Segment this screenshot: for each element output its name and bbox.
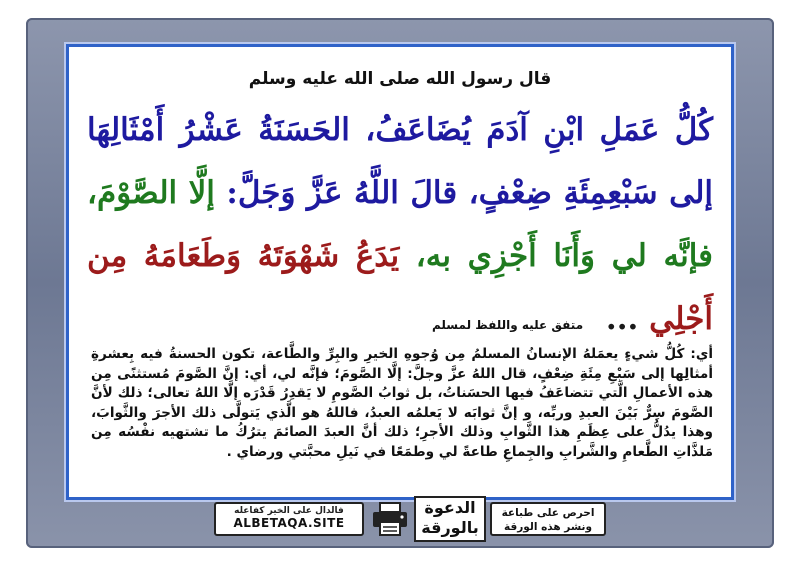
website-box bbox=[214, 502, 364, 536]
logo-line-1: الدعوة bbox=[424, 498, 476, 517]
logo bbox=[414, 496, 486, 542]
hadith-text bbox=[87, 99, 713, 357]
explanation-paragraph: أي: كُلُّ شيءٍ يعمَلهُ الإنسانُ المسلمُ مِن وُجوهِ الخيرِ والبِرِّ والطَّاعة، تكون الحسنةُ فيه بِعشرةِ أمثالِها إلى سَبْعِ مِئَةِ ضِعْفٍ، قال اللهُ عزَّ وجلَّ: إلَّا الصَّومَ؛ فإنَّه لي، أي: إنَّ الصَّومَ مُستثنًى مِن هذه الأعمالِ الَّتي تتضاعَفُ فيها الحسَناتُ، بل ثوابُ الصَّومِ لا يَقدِرُ قَدْرَه إلَّا اللهُ تعالى؛ ذلك لأنَّ الصَّومَ سِرٌّ بَيْنَ العبدِ وربِّه، و إنَّ ثوابَه لا يَعلمُه العبدُ، فاللهُ هو الَّذي يَتولَّى ذلك الأجرَ والثَّوابَ، وهذا يدُلُّ على عِظَمِ هذا الثَّوابِ وذلك الأجرِ؛ ذلك أنَّ العبدَ الصائمَ يترُكُ ما تشتهيه نفْسُه مِن مَلذَّاتِ الطَّعامِ والشَّرابِ والجِماعِ طاعةً لي وطمَعًا في نَيلِ محبَّتي ورضاي . bbox=[91, 346, 713, 460]
footer-bar bbox=[214, 496, 606, 542]
hadith-source: متفق عليه واللفظ لمسلم bbox=[432, 318, 584, 332]
hadith-card bbox=[66, 44, 734, 500]
print-note-line-1: احرص على طباعة bbox=[501, 507, 595, 519]
page-title: قال رسول الله صلى الله عليه وسلم bbox=[248, 69, 552, 89]
hadith-part-2: إلَّا الصَّوْمَ، فإنَّه لي وَأَنَا أَجْزِي به، bbox=[87, 175, 713, 274]
website-link[interactable]: ALBETAQA.SITE bbox=[233, 516, 345, 530]
hadith-ellipsis: ... bbox=[605, 301, 639, 337]
printer-icon bbox=[370, 500, 410, 538]
hadith-part-1: كُلُّ عَمَلِ ابْنِ آدَمَ يُضَاعَفُ، الحَسَنَةُ عَشْرُ أَمْثَالِهَا إلى سَبْعِمِئَةِ ضِعْفٍ، قالَ اللَّهُ عَزَّ وَجَلَّ: bbox=[87, 112, 713, 211]
logo-line-2: بالورقة bbox=[421, 518, 479, 537]
print-note-line-2: ونشر هذه الورقة bbox=[504, 521, 592, 533]
print-note-box bbox=[490, 502, 606, 536]
footer-slogan: فالدال على الخير كفاعله bbox=[234, 506, 344, 516]
hadith-part-3: يَدَعُ شَهْوَتَهُ وَطَعَامَهُ مِن أَجْلِي bbox=[87, 238, 713, 337]
